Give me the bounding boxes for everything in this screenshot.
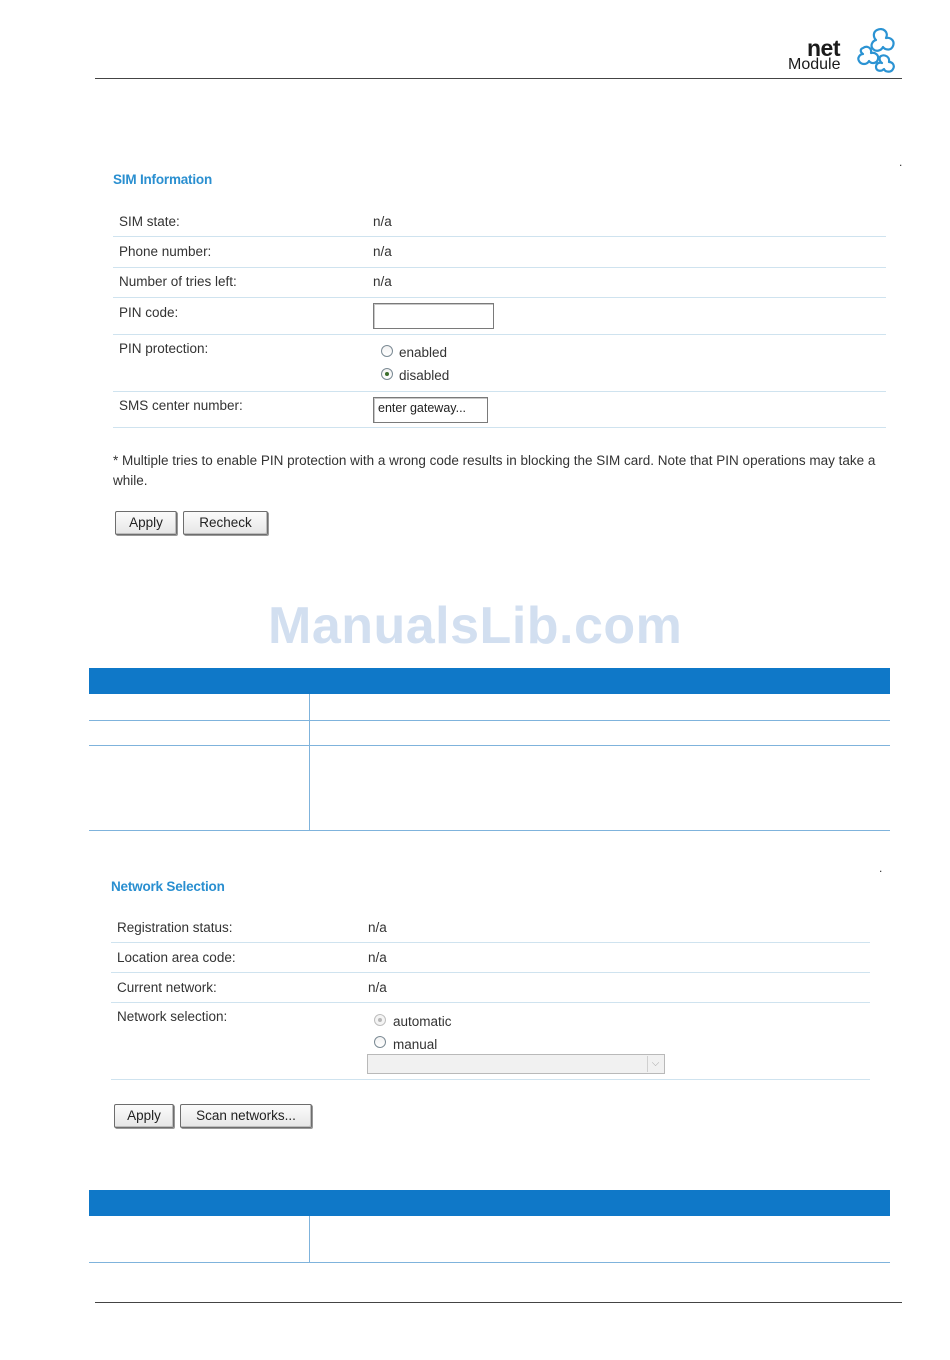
pin-code-label: PIN code: — [119, 305, 179, 320]
sim-apply-button[interactable]: Apply — [115, 511, 177, 535]
pin-protection-disabled-label[interactable]: disabled — [399, 368, 450, 383]
network-automatic-radio[interactable] — [374, 1014, 386, 1026]
tries-left-row — [113, 268, 886, 298]
table-1-column-divider — [309, 694, 310, 830]
tries-left-value: n/a — [373, 274, 392, 289]
phone-number-label: Phone number: — [119, 244, 212, 259]
sms-center-label: SMS center number: — [119, 398, 243, 413]
current-network-row — [111, 973, 870, 1003]
registration-status-value: n/a — [368, 920, 387, 935]
network-dropdown[interactable] — [367, 1054, 665, 1074]
page-marker-dot: . — [899, 155, 903, 169]
logo-module-text: Module — [788, 56, 841, 73]
table-1-row-divider — [89, 720, 890, 721]
table-1-header — [89, 668, 890, 694]
phone-number-value: n/a — [373, 244, 392, 259]
pin-protection-label: PIN protection: — [119, 341, 209, 356]
chevron-down-icon: ⌵ — [647, 1056, 663, 1072]
sim-state-label: SIM state: — [119, 214, 180, 229]
netmodule-logo — [787, 26, 902, 78]
footer-divider — [95, 1302, 902, 1303]
network-selection-title: Network Selection — [111, 879, 225, 894]
table-2-bottom-border — [89, 1262, 890, 1263]
sim-information-title: SIM Information — [113, 172, 212, 187]
logo-net-text: net — [807, 35, 840, 61]
network-selection-label: Network selection: — [117, 1009, 228, 1024]
pin-protection-enabled-radio[interactable] — [381, 345, 393, 357]
network-apply-button[interactable]: Apply — [114, 1104, 174, 1128]
scan-networks-button[interactable]: Scan networks... — [180, 1104, 312, 1128]
phone-number-row — [113, 237, 886, 268]
recheck-button[interactable]: Recheck — [183, 511, 268, 535]
registration-status-label: Registration status: — [117, 920, 233, 935]
tries-left-label: Number of tries left: — [119, 274, 237, 289]
pin-protection-row — [113, 335, 886, 392]
pin-protection-enabled-label[interactable]: enabled — [399, 345, 448, 360]
registration-status-row — [111, 913, 870, 943]
watermark-text: ManualsLib.com — [268, 597, 683, 655]
pin-warning-note: * Multiple tries to enable PIN protection with a wrong code results in blocking the SIM card. Note that PIN operations may take a while. — [113, 453, 876, 488]
table-1-row-divider — [89, 745, 890, 746]
table-2-header — [89, 1190, 890, 1216]
sim-state-row — [113, 207, 886, 237]
table-1-bottom-border — [89, 830, 890, 831]
current-network-value: n/a — [368, 980, 387, 995]
pin-protection-disabled-radio[interactable] — [381, 368, 393, 380]
location-area-code-row — [111, 943, 870, 973]
network-manual-radio[interactable] — [374, 1036, 386, 1048]
sms-center-row — [113, 392, 886, 428]
sim-state-value: n/a — [373, 214, 392, 229]
sms-center-input[interactable] — [373, 397, 488, 423]
location-area-code-label: Location area code: — [117, 950, 236, 965]
table-2-column-divider — [309, 1216, 310, 1262]
header-divider — [95, 78, 902, 79]
pin-code-input[interactable] — [373, 303, 494, 329]
network-manual-label[interactable]: manual — [393, 1037, 438, 1052]
current-network-label: Current network: — [117, 980, 217, 995]
location-area-code-value: n/a — [368, 950, 387, 965]
pin-code-row — [113, 298, 886, 335]
netmodule-puzzle-icon — [851, 26, 901, 76]
page-marker-dot: . — [879, 861, 883, 875]
network-automatic-label[interactable]: automatic — [393, 1014, 452, 1029]
network-selection-row — [111, 1003, 870, 1080]
sms-center-input-value: enter gateway... — [378, 401, 467, 415]
